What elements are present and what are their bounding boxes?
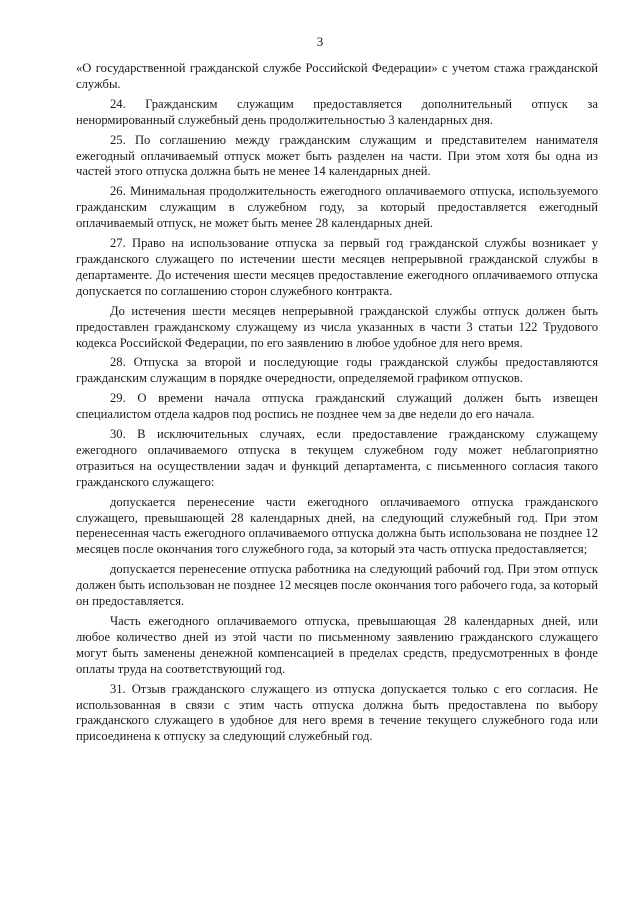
paragraph-item-30-clause-2: допускается перенесение отпуска работника на следующий рабочий год. При этом отпуск должен быть использован не позднее 12 месяцев после окончания того рабочего года, за который он предоставляется. — [76, 562, 599, 609]
paragraph-compensation: Часть ежегодного оплачиваемого отпуска, превышающая 28 календарных дней, или любое количество дней из этой части по письменному заявлению гражданского служащего могут быть заменены денежной компенсацией в пределах средств, предусмотренных в фонде оплаты труда на соответствующий год. — [76, 614, 598, 676]
paragraph-item-25: 25. По соглашению между гражданским служащим и представителем нанимателя ежегодный оплачиваемый отпуск может быть разделен на части. При этом хотя бы одна из частей этого отпуска должна быть не менее 14 календарных дней. — [76, 132, 598, 179]
paragraph-item-30-clause-1: допускается перенесение части ежегодного оплачиваемого отпуска гражданского служащего, превышающей 28 календарных дней, на следующий служебный год. При этом перенесенная часть ежегодного оплачиваемого отпуска должна быть использована не позднее 12 месяцев после окончания того служебного года, за который эта часть отпуска предоставляется; — [76, 494, 598, 557]
paragraph-continuation: «О государственной гражданской службе Российской Федерации» с учетом стажа гражданской службы. — [76, 61, 598, 91]
paragraph-item-31: 31. Отзыв гражданского служащего из отпуска допускается только с его согласия. Не использованная в связи с этим часть отпуска должна быть предоставлена по выбору гражданского служащего в удобное для него время в течение текущего служебного года или присоединена к отпуску за следующий служебный год. — [76, 681, 598, 744]
paragraph-item-28: 28. Отпуска за второй и последующие годы гражданской службы предоставляются гражданским служащим в порядке очередности, определяемой графиком отпусков. — [76, 355, 598, 386]
paragraph-item-24: 24. Гражданским служащим предоставляется дополнительный отпуск за ненормированный служебный день продолжительностью 3 календарных дня. — [76, 96, 598, 127]
document-body — [76, 61, 598, 749]
paragraph-item-27-continued: До истечения шести месяцев непрерывной гражданской службы отпуск должен быть предоставлен гражданскому служащему из числа указанных в части 3 статьи 122 Трудового кодекса Российской Федерации, по его заявлению в любое удобное для него время. — [76, 303, 598, 350]
paragraph-item-30: 30. В исключительных случаях, если предоставление гражданскому служащему ежегодного оплачиваемого отпуска в текущем служебном году может неблагоприятно отразиться на осуществлении задач и функций департамента, с письменного согласия такого гражданского служащего: — [76, 427, 598, 489]
paragraph-item-26: 26. Минимальная продолжительность ежегодного оплачиваемого отпуска, используемого гражданским служащим в служебном году, за который предоставляется ежегодный оплачиваемый отпуск, не может быть менее 28 календарных дней. — [76, 184, 598, 231]
paragraph-item-29: 29. О времени начала отпуска гражданский служащий должен быть извещен специалистом отдела кадров под роспись не позднее чем за две недели до его начала. — [76, 391, 598, 422]
paragraph-item-27: 27. Право на использование отпуска за первый год гражданской службы возникает у гражданского служащего по истечении шести месяцев непрерывной гражданской службы в департаменте. До истечения шести месяцев предоставление ежегодного оплачиваемого отпуска допускается по соглашению сторон служебного контракта. — [76, 236, 598, 298]
page-number: 3 — [316, 34, 324, 49]
